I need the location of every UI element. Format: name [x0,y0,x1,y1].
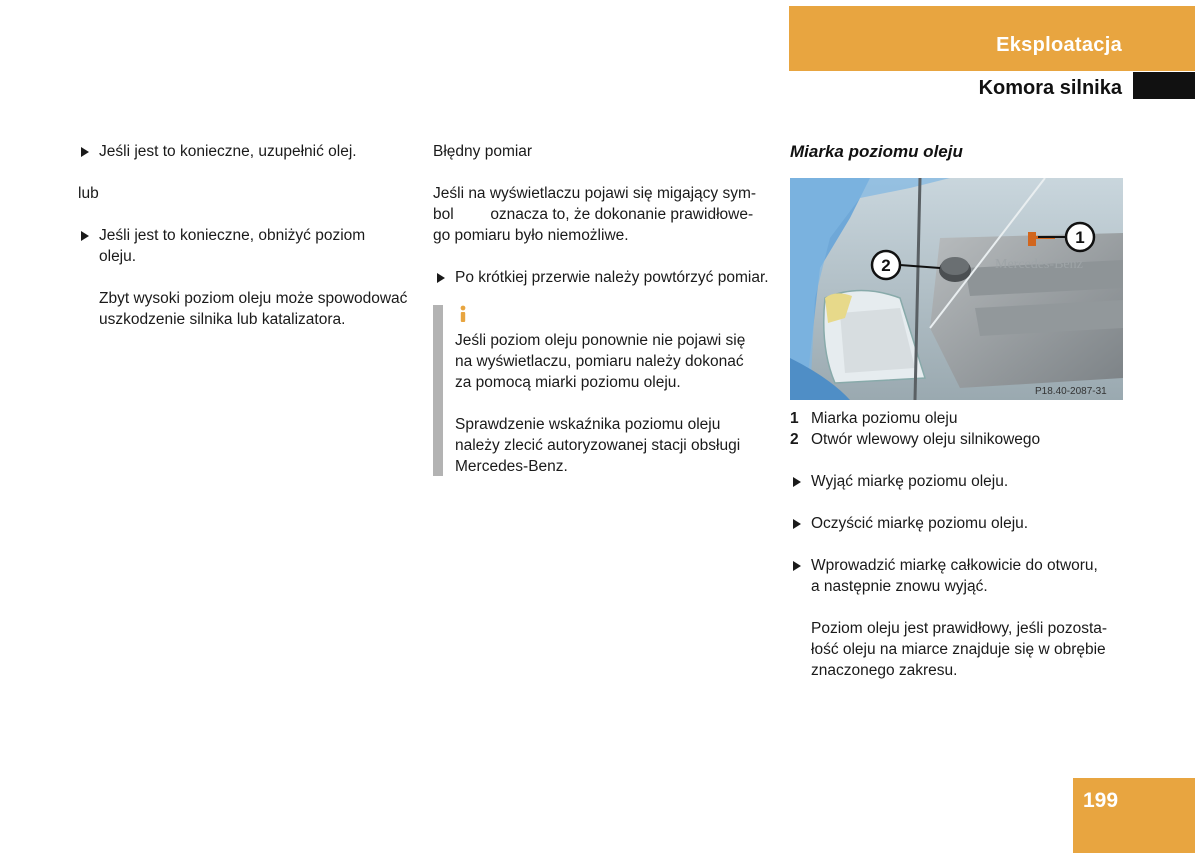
subsection-marker [1133,72,1195,99]
bullet-arrow-icon [793,477,801,487]
paragraph-line: Zbyt wysoki poziom oleju może spowodować [99,290,408,307]
bullet-text: Jeśli jest to konieczne, uzupełnić olej. [99,143,357,160]
note-text [455,330,745,477]
col1-paragraph [99,288,407,330]
bullet-line: oleju. [99,248,137,265]
bullet-line: a następnie znowu wyjąć. [811,578,988,595]
bullet-text: Wyjąć miarkę poziomu oleju. [811,473,1009,490]
col2-heading: Błędny pomiar [433,143,533,160]
bullet-arrow-icon [793,561,801,571]
note-line: za pomocą miarki poziomu oleju. [455,374,681,391]
or-text: lub [78,185,99,202]
paragraph-line: Jeśli na wyświetlaczu pojawi się migający sym- [433,185,757,202]
paragraph-line: bol [433,206,454,223]
col2-bullet-1 [437,267,769,288]
info-icon [456,305,470,323]
paragraph-line: go pomiaru było niemożliwe. [433,227,629,244]
note-line: na wyświetlaczu, pomiaru należy dokonać [455,353,744,370]
paragraph-line: Poziom oleju jest prawidłowy, jeśli pozosta- [811,620,1108,637]
callout-2-label: 2 [881,256,891,275]
legend [790,408,1040,450]
paragraph-line: znaczonego zakresu. [811,662,958,679]
legend-number: 1 [790,410,799,427]
legend-text: Miarka poziomu oleju [811,410,958,427]
note-line: Mercedes-Benz. [455,458,568,475]
bullet-arrow-icon [437,273,445,283]
paragraph-line: łość oleju na miarce znajduje się w obrębie [811,641,1106,658]
bullet-arrow-icon [81,147,89,157]
engine-bay-photo [790,178,1123,400]
col3-bullet-2 [793,513,1028,534]
bullet-text: Oczyścić miarkę poziomu oleju. [811,515,1029,532]
note-line: Sprawdzenie wskaźnika poziomu oleju [455,416,721,433]
paragraph-line: uszkodzenie silnika lub katalizatora. [99,311,346,328]
page-number: 199 [1083,789,1119,812]
section-title: Eksploatacja [996,34,1122,56]
col1-bullet-1 [81,141,357,162]
col1-bullet-2 [81,225,365,267]
subsection-title: Komora silnika [978,77,1122,99]
note-line: Jeśli poziom oleju ponownie nie pojawi się [455,332,746,349]
photo-code: P18.40-2087-31 [1035,386,1107,397]
col2-paragraph [433,183,769,246]
col3-paragraph [811,618,1107,681]
dipstick-section-title: Miarka poziomu oleju [790,142,963,161]
legend-number: 2 [790,431,799,448]
bullet-arrow-icon [81,231,89,241]
bullet-text [811,555,1098,597]
legend-text: Otwór wlewowy oleju silnikowego [811,431,1041,448]
legend-item [790,408,1040,429]
bullet-line: Jeśli jest to konieczne, obniżyć poziom [99,227,366,244]
note-line: należy zlecić autoryzowanej stacji obsługi [455,437,741,454]
callout-1-label: 1 [1075,228,1085,247]
bullet-arrow-icon [793,519,801,529]
bullet-line: Wprowadzić miarkę całkowicie do otworu, [811,557,1098,574]
col3-bullet-1 [793,471,1008,492]
paragraph-line: oznacza to, że dokonanie prawidłowe- [490,206,754,223]
col3-bullet-3 [793,555,1098,597]
legend-item [790,429,1040,450]
section-header-band [789,6,1195,71]
bullet-text: Po krótkiej przerwie należy powtórzyć pomiar. [455,269,769,286]
note-bar [433,305,443,476]
svg-text:Mercedes-Benz: Mercedes-Benz [995,257,1083,272]
bullet-text [99,225,365,267]
